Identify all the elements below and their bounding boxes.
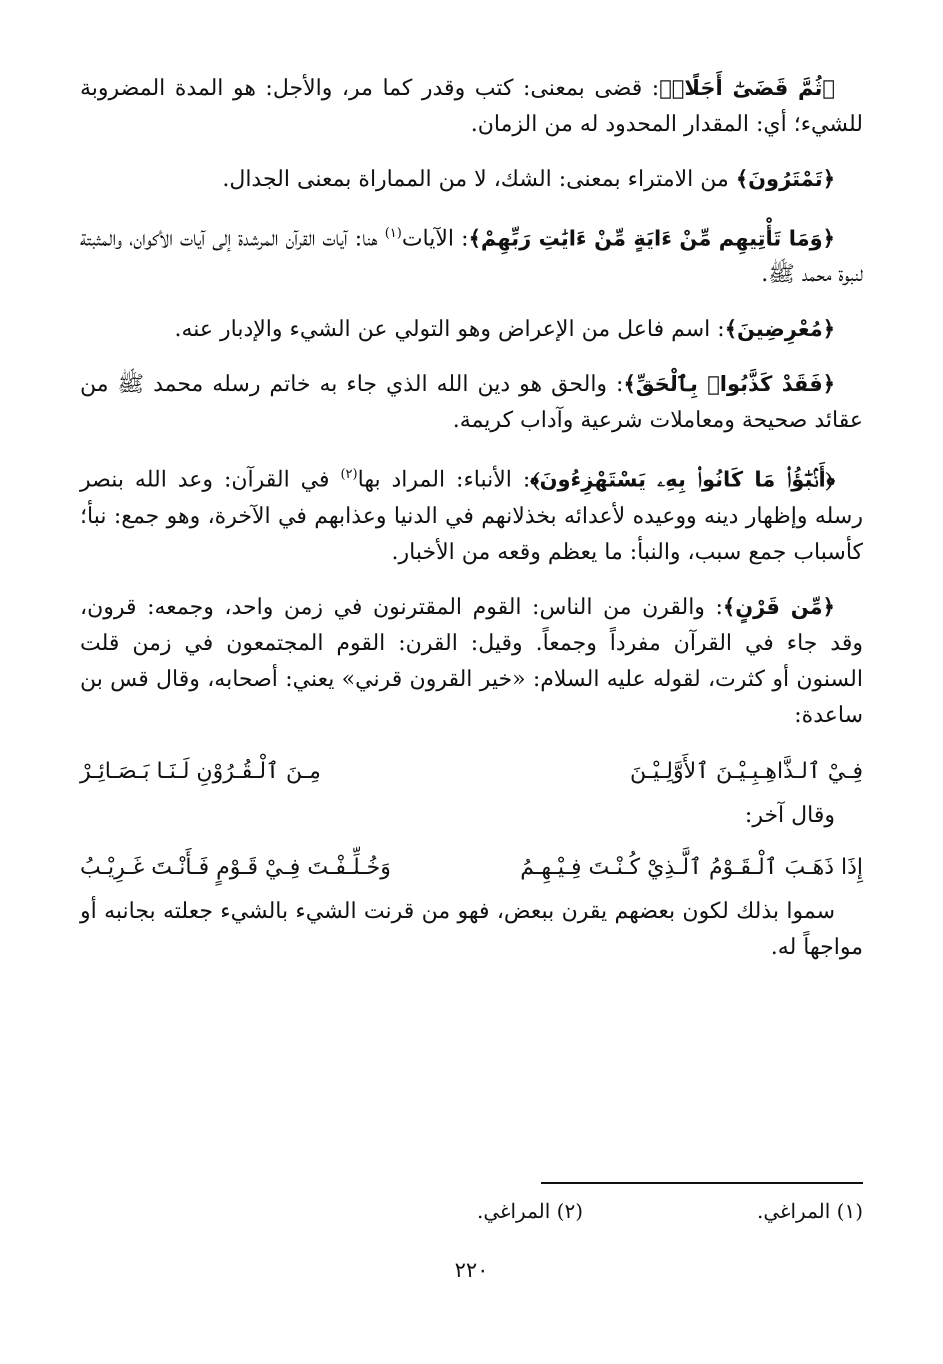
verse-hemistich-first: فِـيْ ٱلـذَّاهِـبِـيْـنَ ٱلأَوَّلِـيْـنَ (630, 758, 863, 784)
paragraph-ayat (80, 216, 863, 293)
quran-term: ﴿مُعْرِضِينَ﴾ (724, 317, 835, 342)
quran-term: ﴿فَقَدْ كَذَّبُوا۟ بِٱلْحَقِّ﴾ (623, 372, 835, 397)
footnote-ref: (٢) (340, 467, 358, 483)
paragraph-text: من الامتراء بمعنى: الشك، لا من المماراة بمعنى الجدال. (222, 167, 736, 192)
poem-verse-1 (80, 752, 863, 792)
paragraph-text: : والحق هو دين الله الذي جاء به خاتم رسله محمد ﷺ من عقائد صحيحة ومعاملات شرعية وآداب كريمة. (80, 372, 863, 434)
paragraph-anba (80, 457, 863, 570)
paragraph-qarn (80, 589, 863, 734)
page-number: ٢٢٠ (454, 1258, 489, 1282)
paragraph-muridin (80, 311, 863, 348)
footnote-1: (١) المراغي. (756, 1199, 863, 1223)
poem-verse-2 (80, 848, 863, 888)
paragraph-haqq (80, 366, 863, 439)
paragraph-closing: سموا بذلك لكون بعضهم يقرن ببعض، فهو من قرنت الشيء بالشيء جعلته بجانبه أو مواجهاً له. (80, 898, 863, 960)
footnotes (303, 1196, 863, 1226)
quran-term: ﴿ثُمَّ قَضَىٰٓ أَجَلًاۖ﴾ (659, 76, 836, 100)
quran-term: ﴿أَنۢبَٰٓؤُا۟ مَا كَانُوا۟ بِهِۦ يَسْتَهْزِءُونَ﴾ (530, 467, 835, 492)
verse-hemistich-second: مِـنَ ٱلْـقُـرُوْنِ لَـنَـا بَـصَـائِـرْ (80, 758, 321, 784)
paragraph-text: : الأنباء: المراد بها (357, 467, 531, 493)
footnote-2: (٢) المراغي. (476, 1199, 583, 1223)
paragraph-ajal (80, 70, 863, 143)
verse-hemistich-second: وَخُـلِّـفْـتَ فِـيْ قَـوْمٍ فَـأَنْـتَ غَـرِيْـبُ (80, 854, 391, 880)
paragraph-text: : اسم فاعل من الإعراض وهو التولي عن الشيء والإدبار عنه. (174, 317, 725, 343)
poem-intro: وقال آخر: (744, 802, 835, 828)
quran-term: ﴿وَمَا تَأْتِيهِم مِّنْ ءَايَةٍ مِّنْ ءَايَٰتِ رَبِّهِمْ﴾ (468, 226, 835, 251)
paragraph-text: : قضى بمعنى: كتب وقدر كما مر، والأجل: هو المدة المضروبة للشيء؛ أي: المقدار المحدود له من الزمان. (80, 76, 863, 137)
paragraph-text: : والقرن من الناس: القوم المقترنون في زمن واحد، وجمعه: قرون، وقد جاء في القرآن مفرداً وجمعاً. وقيل: القرن: القوم المجتمعون في زمن قلت السنون أو كثرت، لقوله عليه السلام: «خير القرون قرني» يعني: أصحابه، وقال قس بن ساعدة: (80, 594, 863, 728)
paragraph-text: : الآيات (401, 226, 469, 252)
footnote-divider (541, 1182, 863, 1184)
paragraph-text: هنا: آيات القرآن المرشدة إلى آيات الأكوان، والمثبتة لنبوة محمد ﷺ. (80, 226, 863, 288)
footnote-ref: (١) (384, 226, 402, 241)
paragraph-text: في القرآن: وعد الله بنصر رسله وإظهار دينه ووعيده لأعدائه بخذلانهم في الدنيا وعذابهم في الآخرة، وهو جمع: نبأ؛ كأسباب جمع سبب، والنبأ: ما يعظم وقعه من الأخبار. (80, 467, 863, 565)
quran-term: ﴿مِّن قَرْنٍ﴾ (722, 594, 835, 619)
paragraph-tamtarun (80, 161, 863, 198)
verse-hemistich-first: إِذَا ذَهَـبَ ٱلْـقَـوْمُ ٱلَّـذِيْ كُـنْـتَ فِـيْـهِـمُ (520, 854, 863, 880)
page-body (80, 70, 863, 984)
quran-term: ﴿تَمْتَرُونَ﴾ (735, 167, 835, 191)
